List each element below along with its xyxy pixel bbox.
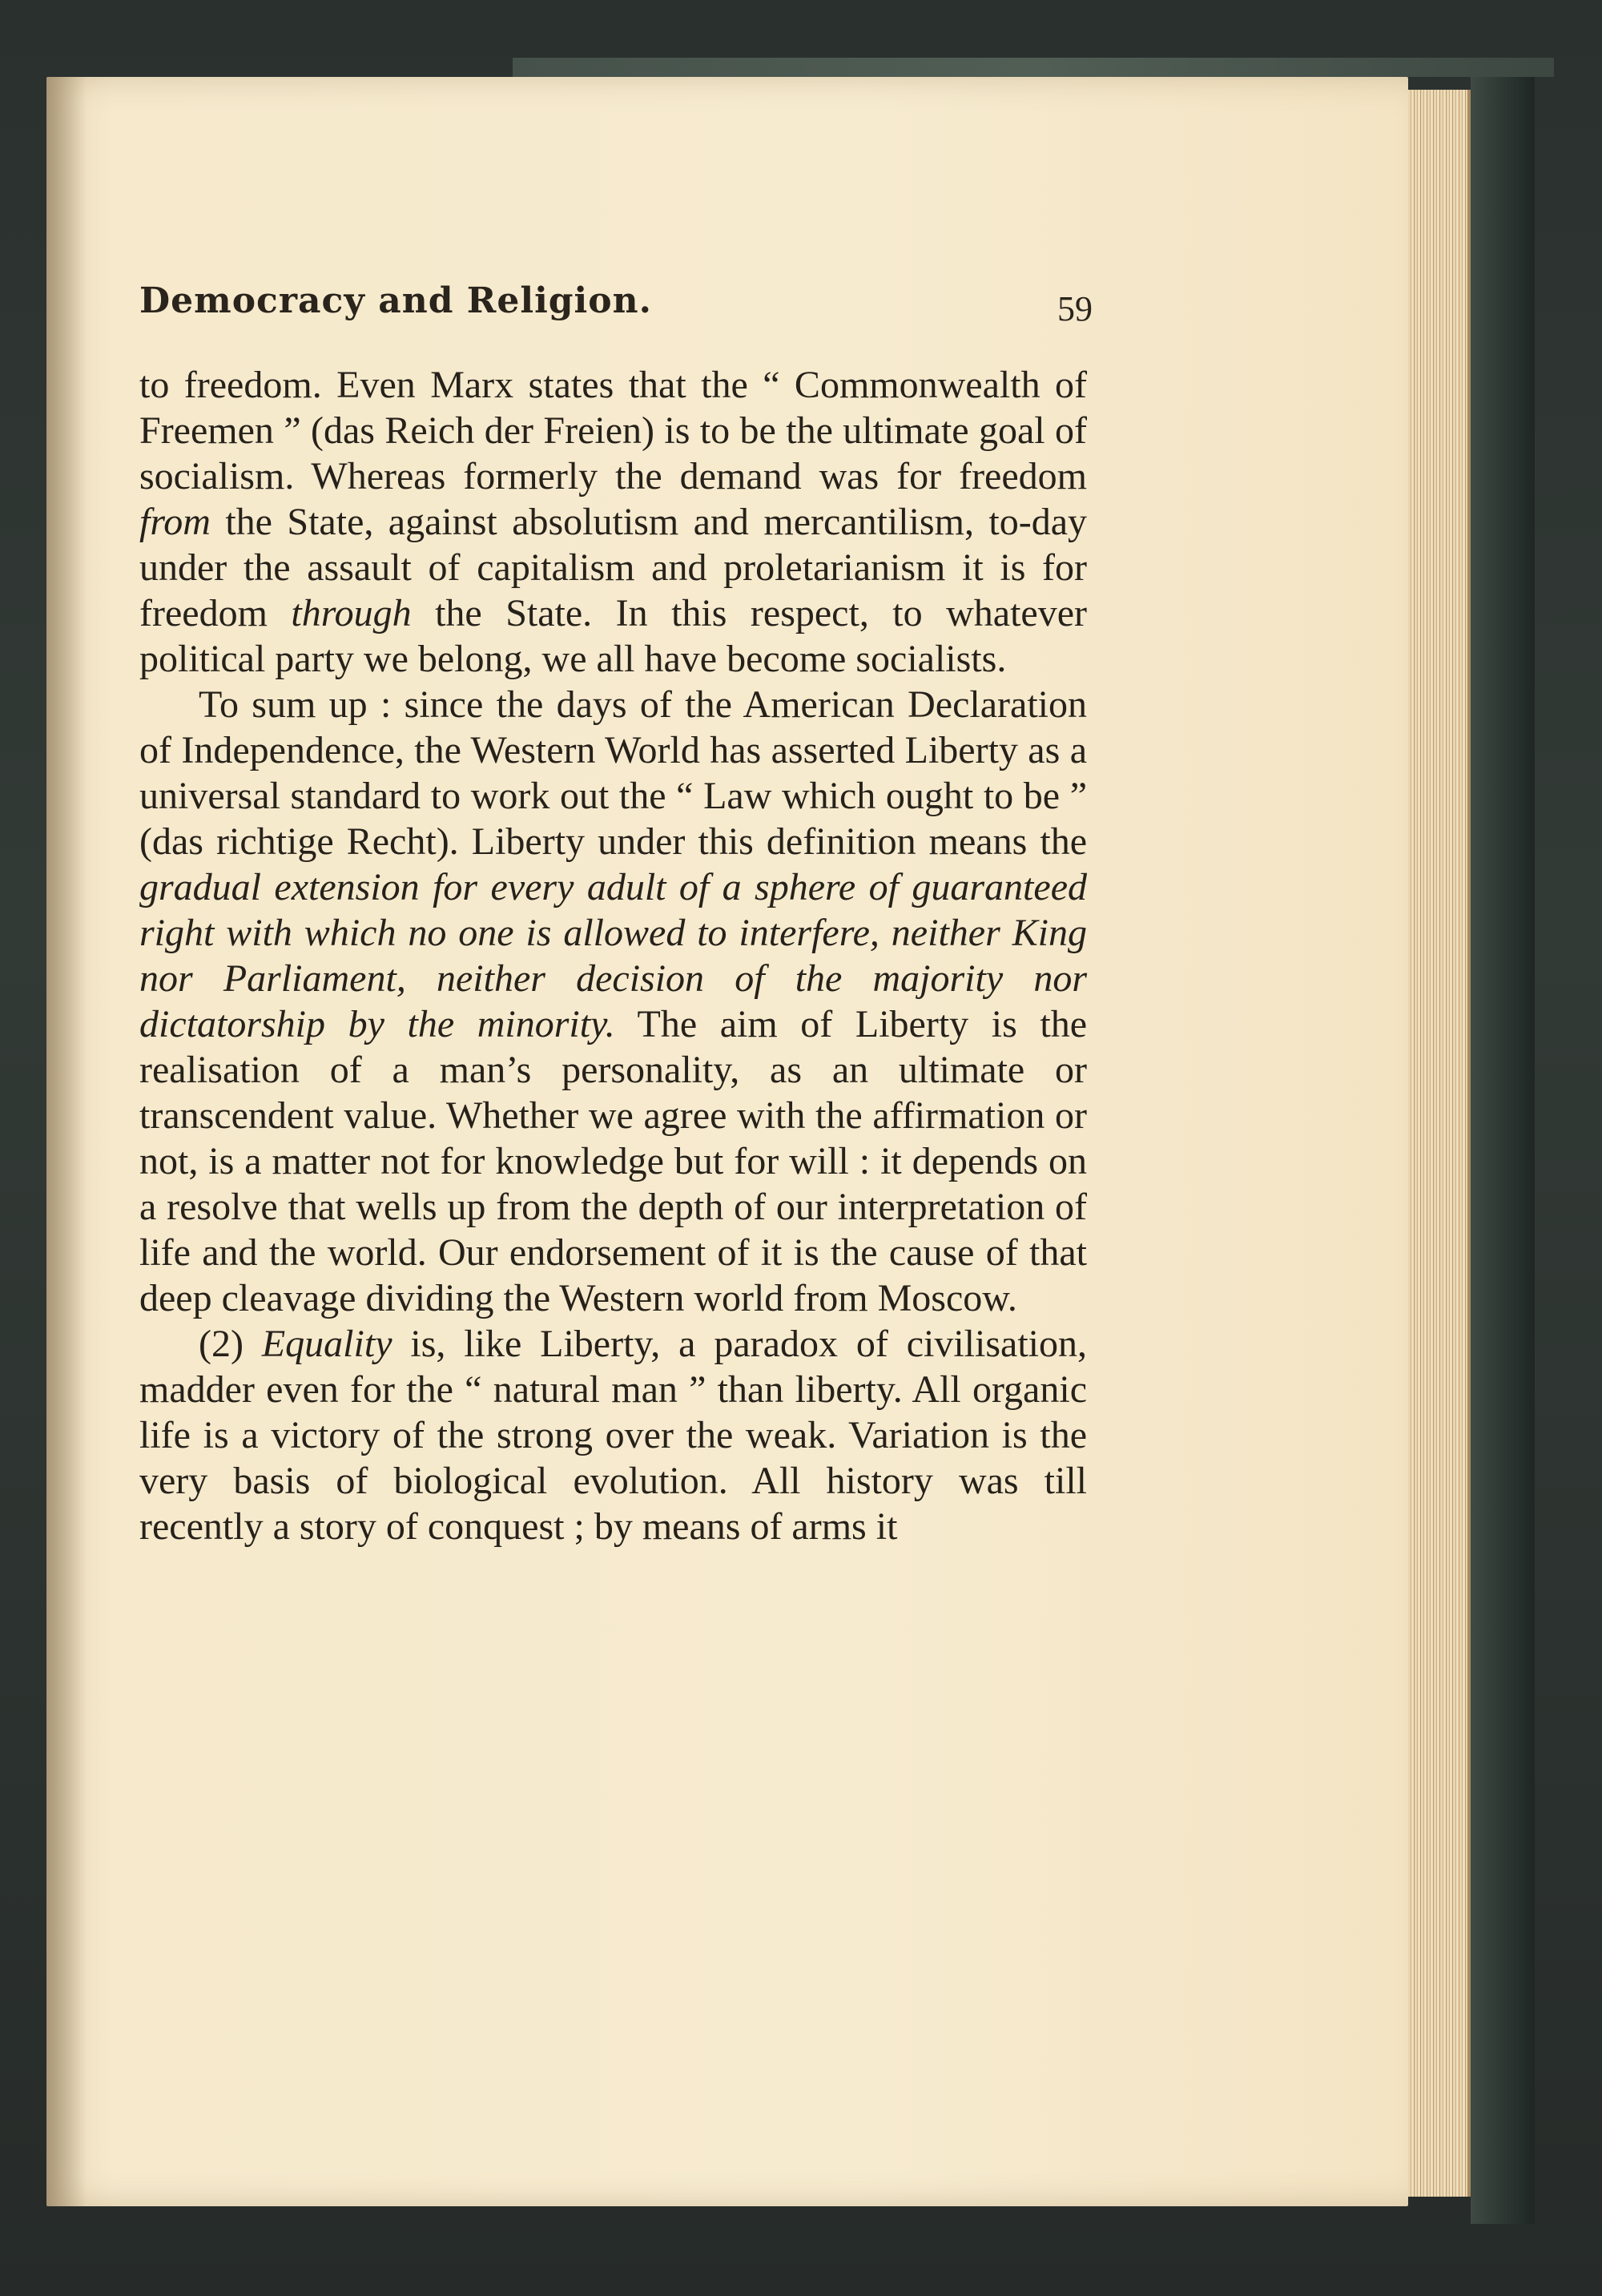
paragraph-2-italic-definition: gradual extension for every adult of a sphere of guaranteed right with which no one is allowed to interfere, neither King nor Parliament, neither decision of the majority nor dictatorship by the minority. bbox=[139, 866, 1087, 1045]
paragraph-3-text-1: (2) bbox=[199, 1323, 262, 1365]
paragraph-1 bbox=[139, 362, 1087, 682]
paragraph-3-text-2: is, like Liberty, a paradox of civilisation, madder even for the “ natural man ” than liberty. All organic life is a victory of the strong over the weak. Variation is the very basis of biological evolution. All history was till recently a story of conquest ; by means of arms it bbox=[139, 1323, 1088, 1548]
gutter-shadow bbox=[46, 77, 87, 2206]
cloth-spine-strip bbox=[513, 58, 1554, 77]
paragraph-1-italic-from: from bbox=[139, 501, 211, 543]
paragraph-1-text-3: the State. In this respect, to whatever political party we belong, we all have become socialists. bbox=[139, 592, 1087, 680]
paragraph-3-italic-equality: Equality bbox=[261, 1323, 392, 1365]
paragraph-2-text-2: The aim of Liberty is the realisation of a man’s personality, as an ultimate or transcendent value. Whether we agree with the affirmation or not, is a matter not for knowledge but for will : it depends on a resolve that wells up from the depth of our interpretation of life and the world. Our endorsement of it is the cause of that deep cleavage dividing the Western world from Moscow. bbox=[139, 1003, 1088, 1319]
paragraph-1-text-2: the State, against absolutism and mercantilism, to-day under the assault of capitalism and proletarianism it is for freedom bbox=[139, 501, 1087, 634]
paragraph-3 bbox=[139, 1321, 1087, 1549]
back-cover-board bbox=[1471, 77, 1535, 2224]
paragraph-2-text-1: To sum up : since the days of the American Declaration of Independence, the Western World has asserted Liberty as a universal standard to work out the “ Law which ought to be ” (das richtige Recht). Liberty under this definition means the bbox=[139, 683, 1087, 863]
page-edges bbox=[1408, 90, 1471, 2197]
paragraph-1-italic-through: through bbox=[291, 592, 412, 634]
running-head bbox=[139, 277, 1093, 333]
body-text bbox=[139, 362, 1087, 1549]
paragraph-1-text-1: to freedom. Even Marx states that the “ Commonwealth of Freemen ” (das Reich der Freien) is to be the ultimate goal of socialism. Whereas formerly the demand was for freedom bbox=[139, 364, 1087, 497]
running-head-title: Democracy and Religion. bbox=[139, 280, 652, 321]
page-number: 59 bbox=[1057, 289, 1093, 328]
paragraph-2 bbox=[139, 682, 1087, 1321]
